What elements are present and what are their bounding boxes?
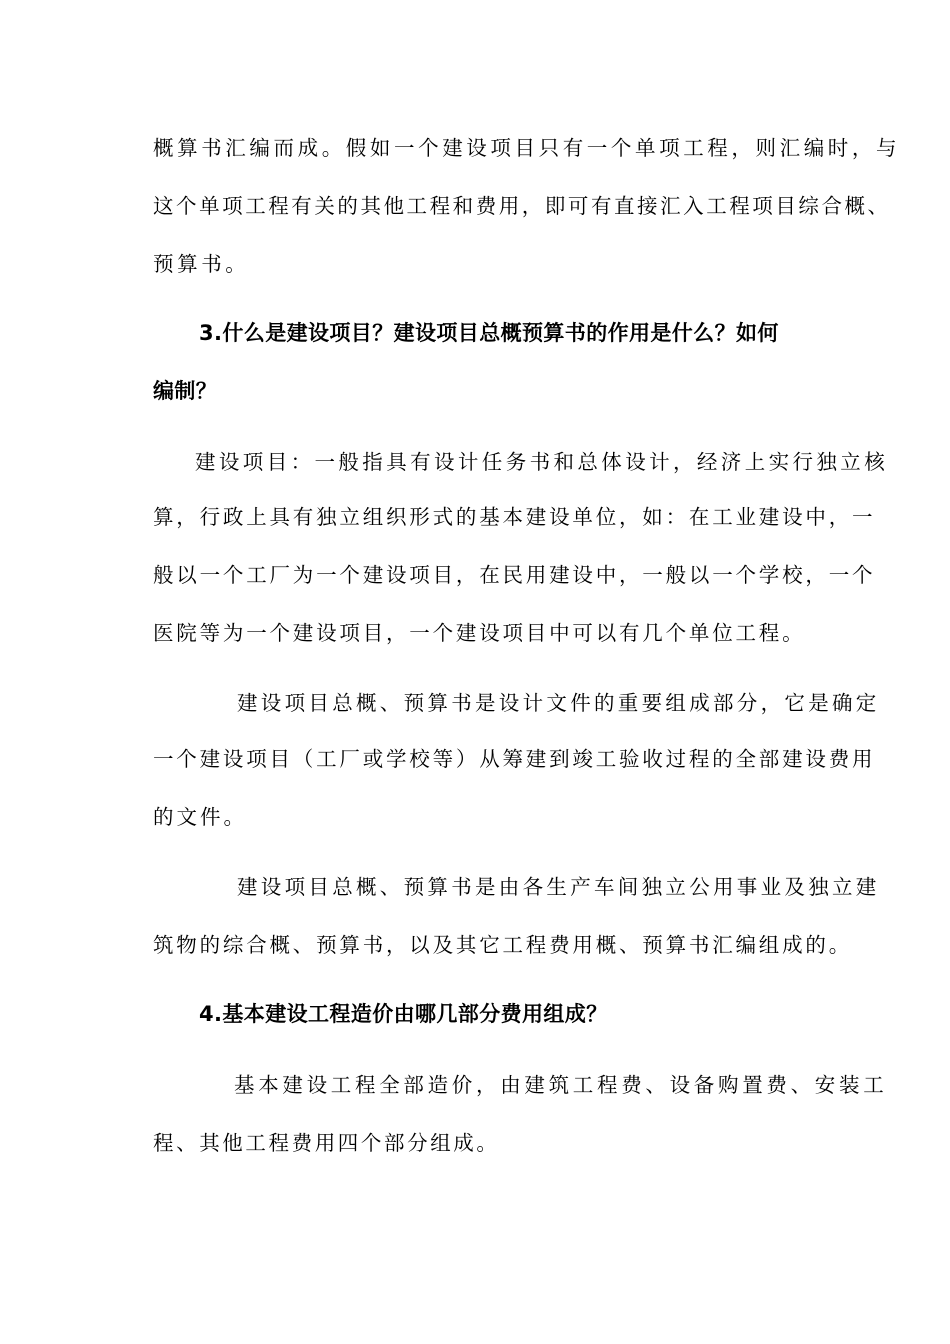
paragraph-line: 建设项目：一般指具有设计任务书和总体设计，经济上实行独立核 [195,450,889,474]
paragraph-line: 这个单项工程有关的其他工程和费用，即可有直接汇入工程项目综合概、 [153,194,891,218]
paragraph-line: 医院等为一个建设项目，一个建设项目中可以有几个单位工程。 [153,621,806,645]
paragraph-line: 般以一个工厂为一个建设项目，在民用建设中，一般以一个学校，一个 [153,563,876,587]
paragraph-line: 算，行政上具有独立组织形式的基本建设单位，如：在工业建设中，一 [153,505,876,529]
paragraph-line: 预算书。 [153,252,250,276]
section-heading-3: 3.什么是建设项目？建设项目总概预算书的作用是什么？如何 [199,321,779,345]
paragraph-line: 概算书汇编而成。假如一个建设项目只有一个单项工程，则汇编时，与 [153,136,901,160]
section-heading-3-continued: 编制？ [153,379,218,403]
paragraph-line: 程、其他工程费用四个部分组成。 [153,1131,500,1155]
paragraph-line: 建设项目总概、预算书是设计文件的重要组成部分，它是确定 [237,691,880,715]
paragraph-line: 建设项目总概、预算书是由各生产车间独立公用事业及独立建 [237,875,880,899]
paragraph-line: 一个建设项目（工厂或学校等）从筹建到竣工验收过程的全部建设费用 [153,747,876,771]
paragraph-line: 筑物的综合概、预算书，以及其它工程费用概、预算书汇编组成的。 [153,933,852,957]
paragraph-line: 的文件。 [153,805,247,829]
paragraph-line: 基本建设工程全部造价，由建筑工程费、设备购置费、安装工 [234,1073,888,1097]
section-heading-4: 4.基本建设工程造价由哪几部分费用组成？ [199,1002,608,1026]
